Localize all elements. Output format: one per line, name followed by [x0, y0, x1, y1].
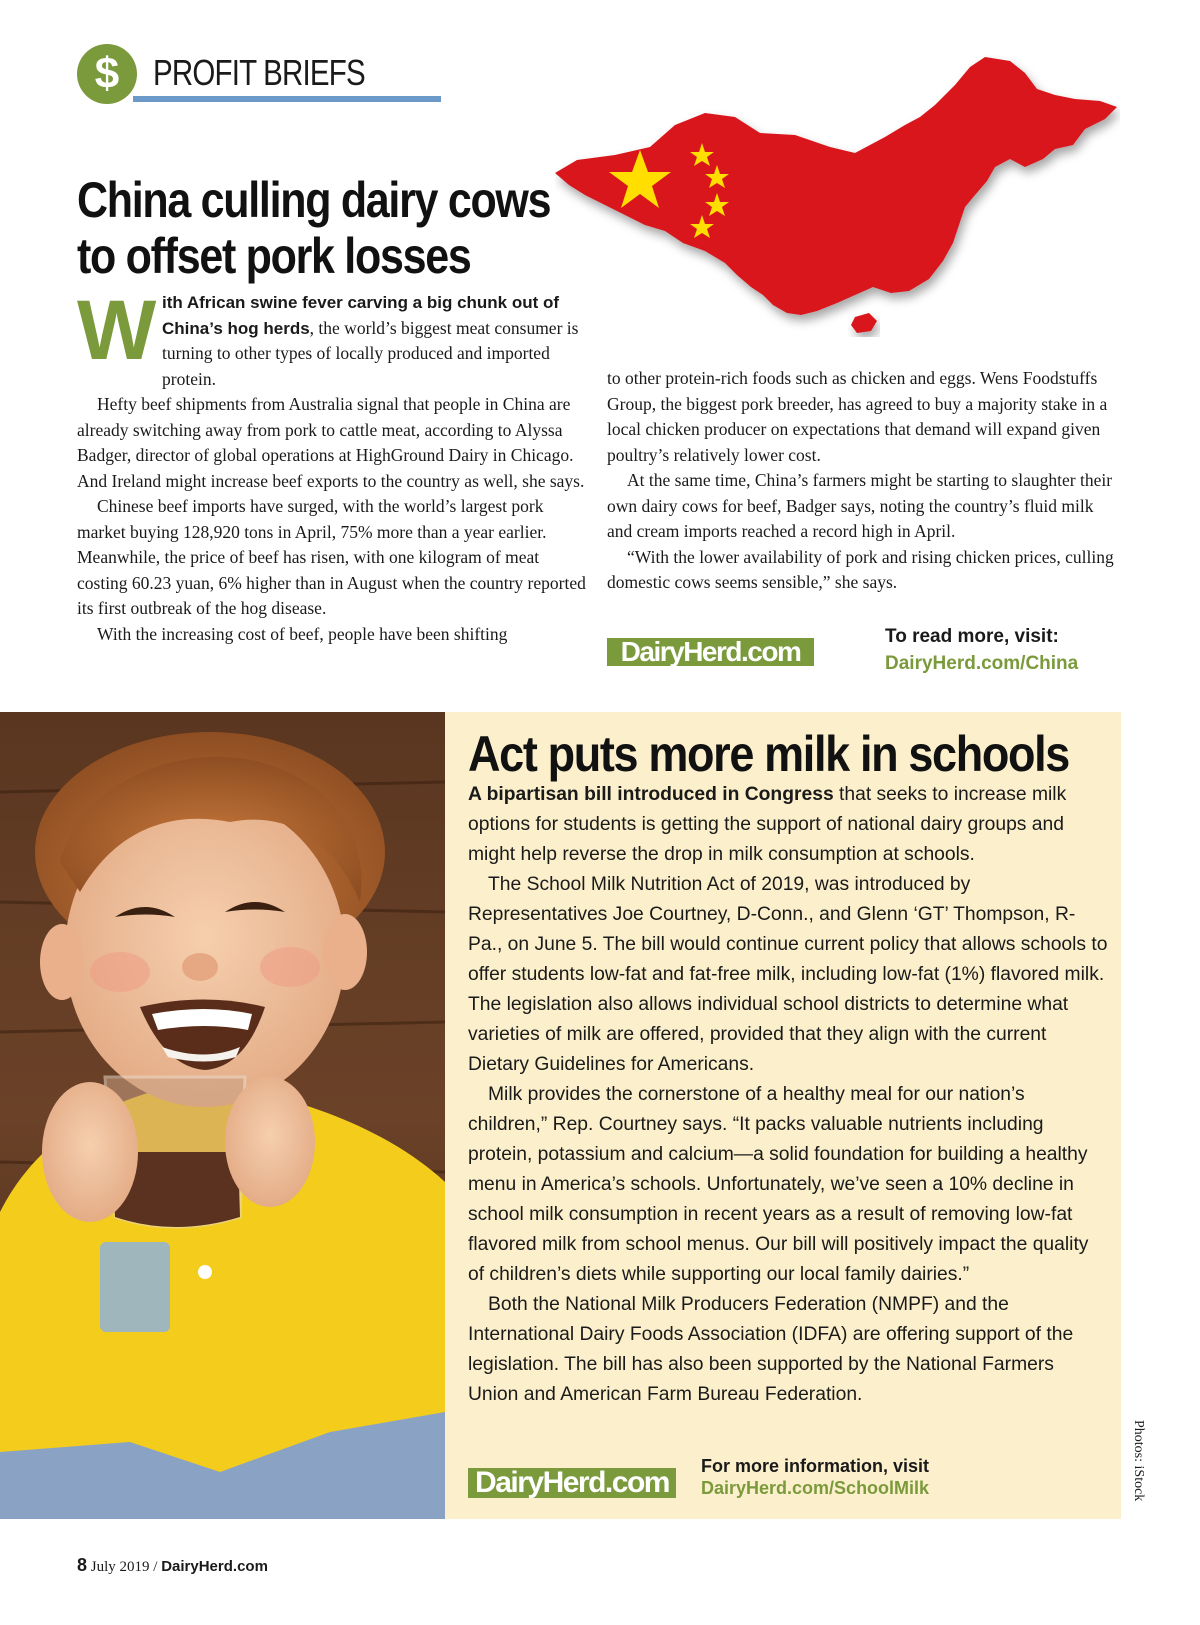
article1-column-2	[607, 366, 1122, 596]
more-info-link[interactable]	[701, 1455, 929, 1499]
read-more-link[interactable]	[885, 623, 1078, 677]
paragraph: to other protein-rich foods such as chicken and eggs. Wens Foodstuffs Group, the biggest pork breeder, has agreed to buy a majority stake in a local chicken producer on expectations that demand will expand given poultry’s relatively lower cost.	[607, 368, 1108, 465]
article1-lead	[162, 290, 592, 392]
paragraph: Hefty beef shipments from Australia signal that people in China are already switching away from pork to cattle meat, according to Alyssa Badger, director of global operations at HighGround Dairy in Chicago. And Ireland might increase beef exports to the country as well, she says.	[77, 394, 585, 491]
paragraph: Both the National Milk Producers Federation (NMPF) and the International Dairy Foods Association (IDFA) are offering support of the legislation. The bill has also been supported by the National Farmers Union and American Farm Bureau Federation.	[468, 1294, 1074, 1405]
lead-strong-text: A bipartisan bill introduced in Congress	[468, 784, 834, 805]
read-more-url[interactable]: DairyHerd.com/China	[885, 653, 1079, 674]
paragraph: Chinese beef imports have surged, with the world’s largest pork market buying 128,920 tons in April, 75% more than a year earlier. Meanwhile, the price of beef has risen, with one kilogram of meat costing 60.23 yuan, 6% higher than in August when the country reported its first outbreak of the hog disease.	[77, 496, 586, 618]
header-underline	[133, 96, 441, 102]
drop-cap: W	[77, 283, 157, 377]
lead-strong-text: ith African swine fever carving a big chunk out of China’s hog herds	[162, 293, 560, 338]
dairyherd-logo[interactable]: DairyHerd.com	[468, 1468, 676, 1498]
article2-body	[468, 780, 1108, 1410]
dollar-icon	[77, 44, 137, 104]
footer-site[interactable]: DairyHerd.com	[161, 1558, 268, 1575]
paragraph	[468, 780, 1108, 870]
lead-text: , the world’s biggest meat consumer is turning to other types of locally produced and imported protein.	[162, 317, 579, 389]
lead-text: that seeks to increase milk options for students is getting the support of national dairy groups and might help reverse the drop in milk consumption at schools.	[468, 784, 1067, 865]
headline-line: to offset pork losses	[77, 228, 471, 284]
section-label: PROFIT BRIEFS	[153, 52, 365, 93]
paragraph: With the increasing cost of beef, people have been shifting	[97, 623, 508, 644]
page-number: 8	[77, 1555, 88, 1575]
photo-credit-text: Photos: iStock	[1131, 1420, 1146, 1502]
footer-separator: /	[153, 1559, 158, 1575]
article1-column-1	[77, 392, 592, 647]
china-flag-map-image	[555, 55, 1120, 345]
paragraph: The School Milk Nutrition Act of 2019, was introduced by Representatives Joe Courtney, D-Conn., and Glenn ‘GT’ Thompson, R-Pa., on June 5. The bill would continue current policy that allows schools to offer students low-fat and fat-free milk, including low-fat (1%) flavored milk. The legislation also allows individual school districts to determine what varieties of milk are offered, provided that they align with the current Dietary Guidelines for Americans.	[468, 874, 1108, 1075]
page-footer	[77, 1555, 268, 1576]
issue-date: July 2019	[90, 1559, 150, 1575]
article1-headline	[77, 172, 557, 284]
child-drinking-milk-photo	[0, 712, 445, 1519]
photo-credit	[1126, 1420, 1146, 1520]
dairyherd-logo[interactable]: DairyHerd.com	[607, 638, 814, 666]
read-more-label: To read more, visit:	[885, 626, 1059, 647]
more-info-url[interactable]: DairyHerd.com/SchoolMilk	[701, 1478, 930, 1498]
paragraph: At the same time, China’s farmers might be starting to slaughter their own dairy cows for beef, Badger says, noting the country’s fluid milk and cream imports reached a record high in April.	[607, 470, 1113, 541]
paragraph: “With the lower availability of pork and rising chicken prices, culling domestic cows seems sensible,” she says.	[607, 546, 1114, 592]
more-info-label: For more information, visit	[701, 1456, 930, 1476]
dollar-glyph: $	[94, 49, 120, 98]
article2-headline: Act puts more milk in schools	[468, 726, 1069, 782]
section-header	[77, 44, 367, 108]
paragraph: Milk provides the cornerstone of a healthy meal for our nation’s children,” Rep. Courtney says. “It packs valuable nutrients including protein, potassium and calcium—a solid foundation for building a healthy menu in America’s schools. Unfortunately, we’ve seen a 10% decline in school milk consumption in recent years as a result of removing low-fat flavored milk from school menus. Our bill will positively impact the quality of children’s diets while supporting our local family dairies.”	[468, 1084, 1089, 1285]
headline-line: China culling dairy cows	[77, 172, 551, 228]
